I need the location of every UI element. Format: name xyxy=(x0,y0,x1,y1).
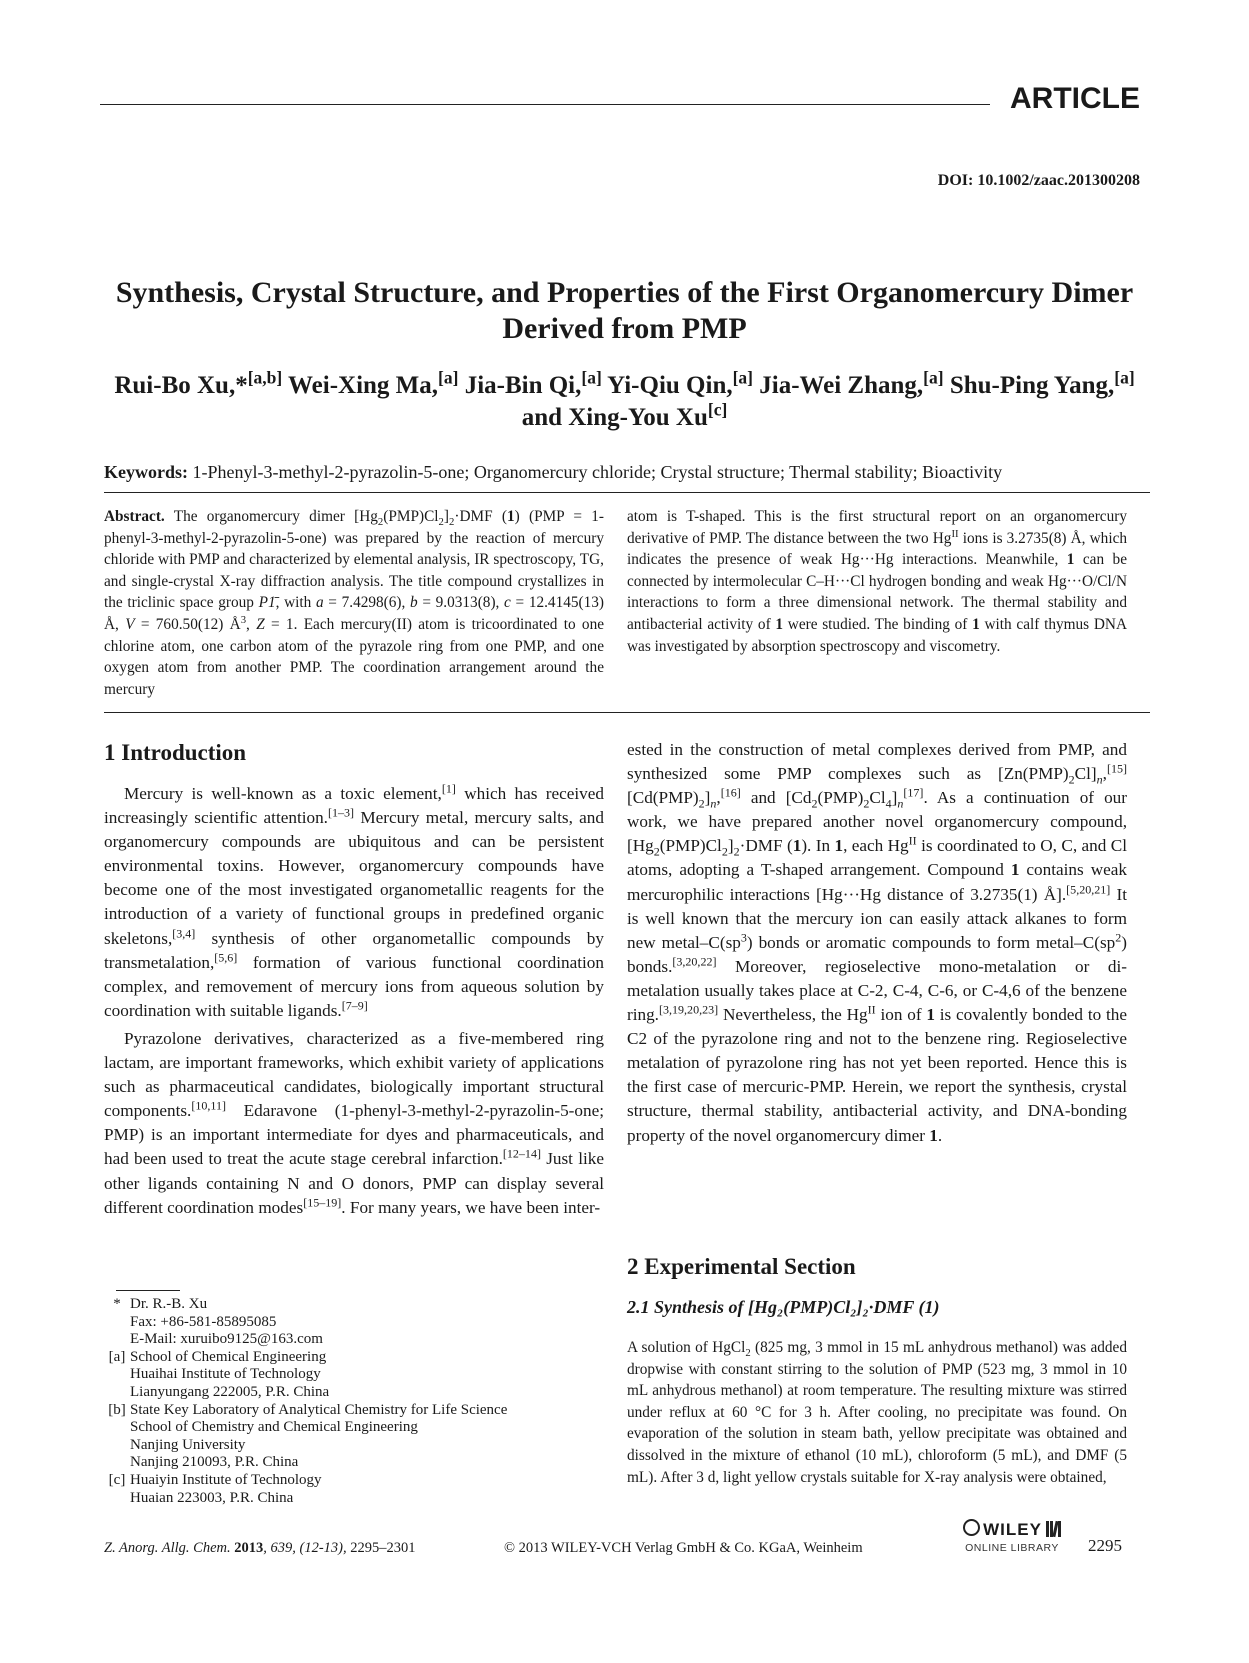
abstract-text: ) (PMP = 1-phenyl-3-methyl-2-pyrazolin-5-one) was prepared by the reaction of mercury chloride with PMP and characterized by elemental analysis, IR spectroscopy, TG, and single-crystal X-ray diffraction analysis. The title compound crystallizes in the triclinic space group xyxy=(104,508,604,612)
subscript: 4 xyxy=(885,796,892,811)
abstract-text: , xyxy=(246,615,257,633)
abstract-text: The organomercury dimer [Hg xyxy=(164,508,378,525)
citation-link[interactable]: [17] xyxy=(903,785,924,800)
text: ) bonds. xyxy=(627,932,1127,976)
compound-ref: 1 xyxy=(792,836,802,856)
text: (825 mg, 3 mmol in 15 mL anhydrous methanol) was added dropwise with constant stirring to the solution of PMP (523 mg, 3 mmol in 10 mL anhydrous methanol) at room temperature. The resulting mixture was stirred under reflux at 60 °C for 3 h. After cooling, no precipitate was found. On evaporation of the solution in steam bath, yellow precipitate was obtained and dissolved in the mixture of ethanol (10 mL), chloroform (5 mL), and DMF (5 mL). After 3 d, light yellow crystals suitable for X-ray analysis were obtained, xyxy=(627,1339,1127,1486)
keywords-rule xyxy=(104,492,1150,493)
text: , each Hg xyxy=(843,836,909,856)
abstract-text: atom is T-shaped. This is the first structural report on an organomercury derivative of PMP. The distance between the two Hg xyxy=(627,508,1127,547)
space-group: P1̄ xyxy=(258,594,276,612)
author: and Xing-You Xu xyxy=(521,404,708,431)
citation-link[interactable]: [3,4] xyxy=(172,925,196,940)
text: A solution of HgCl xyxy=(627,1339,746,1356)
subscript: 2 xyxy=(653,844,660,859)
footnote-mark: * xyxy=(113,1296,121,1312)
keywords-label: Keywords: xyxy=(104,462,188,482)
text: ) bonds or aromatic compounds to form metal–C(sp xyxy=(746,932,1116,952)
citation-link[interactable]: [12–14] xyxy=(502,1146,541,1161)
abstract-text: = 1. Each mercury(II) atom is tricoordinated to one chlorine atom, one carbon atom of the pyrazole ring from one PMP, and one oxygen atom from another PMP. The coordination arrangement around the mercury xyxy=(104,615,605,698)
footnote-line: Huaian 223003, P.R. China xyxy=(130,1489,294,1506)
abstract-text: = 7.4298(6), xyxy=(323,594,411,612)
subscript: 2 xyxy=(449,516,455,529)
text: Nevertheless, the Hg xyxy=(718,1005,868,1025)
wiley-seal-icon xyxy=(963,1519,980,1536)
affiliation-mark: [c] xyxy=(707,399,728,420)
citation-link[interactable]: [15] xyxy=(1106,761,1127,776)
abstract-text: = 9.0313(8), xyxy=(417,594,505,612)
footnote-line: Lianyungang 222005, P.R. China xyxy=(130,1383,330,1400)
subsection-heading-synthesis: 2.1 Synthesis of [Hg₂(PMP)Cl₂]₂·DMF (1) xyxy=(627,1297,940,1317)
footnote-item xyxy=(104,1402,624,1472)
affiliation-mark: [a] xyxy=(1114,367,1135,388)
citation-link[interactable]: [3,19,20,23] xyxy=(658,1002,719,1017)
subscript: n xyxy=(897,796,904,811)
footnote-line: Nanjing 210093, P.R. China xyxy=(130,1454,299,1471)
citation-link[interactable]: [3,20,22] xyxy=(672,954,717,969)
text: Cl xyxy=(869,788,886,808)
citation-link[interactable]: [15–19] xyxy=(303,1194,342,1209)
footnote-line: Huaiyin Institute of Technology xyxy=(130,1471,322,1488)
text: Moreover, regioselective mono-metalation or di-metalation usually takes place at C-2, C-4, C-6, or C-4,6 of the benzene ring. xyxy=(627,956,1127,1025)
text: ion of xyxy=(875,1005,927,1025)
footnote-item xyxy=(104,1296,624,1349)
text: Cl] xyxy=(1074,764,1097,784)
subscript: n xyxy=(1096,772,1103,787)
abstract-left xyxy=(104,506,604,700)
text: Edaravone (1-phenyl-3-methyl-2-pyrazolin-5-one; PMP) is an important intermediate for dyes and pharmaceuticals, and had been used to treat the acute stage cerebral infarction. xyxy=(104,1101,604,1169)
citation-link[interactable]: [1–3] xyxy=(327,805,355,820)
subscript: 2 xyxy=(811,796,818,811)
subscript: 2 xyxy=(377,516,384,529)
library-books-icon xyxy=(1046,1521,1061,1542)
text: [Cd(PMP) xyxy=(627,788,699,808)
superscript: 2 xyxy=(1115,930,1122,945)
journal-name: Z. Anorg. Allg. Chem. xyxy=(104,1540,231,1556)
cell-param: Z xyxy=(256,615,265,633)
text: Pyrazolone derivatives, characterized as a five-membered ring lactam, are important frameworks, which exhibit variety of applications such as pharmaceutical candidates, biologically important structural components. xyxy=(104,1028,604,1121)
footnote-rule xyxy=(116,1290,180,1291)
affiliation-mark: [a] xyxy=(923,367,944,388)
subscript: 2 xyxy=(1068,772,1075,787)
journal-year: 2013 xyxy=(230,1540,264,1556)
abstract-text: ·DMF ( xyxy=(454,508,507,525)
keywords xyxy=(104,460,1154,484)
journal-citation xyxy=(104,1540,416,1557)
author: Rui-Bo Xu,* xyxy=(114,372,248,399)
page-number: 2295 xyxy=(1088,1536,1122,1555)
superscript: 3 xyxy=(240,613,247,626)
citation-link[interactable]: [10,11] xyxy=(191,1098,226,1113)
journal-pages: 2295–2301 xyxy=(346,1540,416,1556)
text: ·DMF ( xyxy=(739,836,793,856)
compound-ref: 1 xyxy=(972,615,980,633)
text: . For many years, we have been inter- xyxy=(341,1197,601,1217)
compound-ref: 1 xyxy=(926,1005,935,1025)
email-link[interactable]: E-Mail: xuruibo9125@163.com xyxy=(130,1331,323,1348)
subscript: 2 xyxy=(698,796,705,811)
author: Jia-Bin Qi, xyxy=(458,372,582,399)
paragraph xyxy=(104,782,604,1023)
footnote-line: School of Chemical Engineering xyxy=(130,1348,327,1365)
abstract-text: = 760.50(12) Å xyxy=(134,615,241,633)
compound-ref: 1 xyxy=(1066,551,1075,569)
superscript: 3 xyxy=(740,930,747,945)
text: is covalently bonded to the C2 of the pyrazolone ring and not to the benzene ring. Regioselective metalation of pyrazolone ring has not yet been reported. Hence this is the first case of mercuric-PMP. Herein, we report the synthesis, crystal structure, thermal stability, antibacterial activity, and DNA-bonding property of the novel organomercury dimer xyxy=(627,1005,1128,1145)
section-heading-experimental: 2 Experimental Section xyxy=(627,1254,856,1279)
compound-ref: 1 xyxy=(775,615,784,633)
footnote-line: School of Chemistry and Chemical Engineering xyxy=(130,1419,418,1436)
footnote-mark: [b] xyxy=(108,1401,126,1418)
abstract-text: were studied. The binding of xyxy=(783,615,973,633)
text: Mercury metal, mercury salts, and organomercury compounds are ubiquitous and can be persistent environmental toxins. However, organomercury compounds have become one of the most investigated organometallic reagents for the introduction of a variety of functional groups in predefined organic skeletons, xyxy=(104,808,604,948)
subscript: 2 xyxy=(721,844,728,859)
text: (PMP) xyxy=(817,788,864,808)
paragraph xyxy=(104,1027,604,1220)
cell-param: b xyxy=(410,594,418,612)
text: formation of various functional coordination complex, and removement of mercury ions from aqueous solution by coordination with suitable ligands. xyxy=(104,952,604,1020)
author: Wei-Xing Ma, xyxy=(282,372,439,399)
footnotes xyxy=(104,1296,624,1507)
footnote-mark: [a] xyxy=(108,1348,126,1365)
author-list xyxy=(100,367,1149,434)
wiley-online-library-logo[interactable] xyxy=(957,1519,1067,1554)
cell-param: c xyxy=(504,594,511,612)
citation-link[interactable]: [5,20,21] xyxy=(1066,881,1111,896)
text: . xyxy=(937,1125,943,1145)
text: ested in the construction of metal complexes derived from PMP, and synthesized some PMP complexes such as [Zn(PMP) xyxy=(627,740,1127,784)
text: ] xyxy=(704,788,711,808)
affiliation-mark: [a] xyxy=(732,367,753,388)
copyright: © 2013 WILEY-VCH Verlag GmbH & Co. KGaA, Weinheim xyxy=(504,1540,863,1556)
footnote-line: State Key Laboratory of Analytical Chemistry for Life Science xyxy=(130,1401,508,1418)
footnote-mark: [c] xyxy=(108,1471,126,1488)
citation-link[interactable]: [7–9] xyxy=(341,998,368,1013)
text: contains weak mercurophilic interactions [Hg···Hg distance of 3.2735(1) Å]. xyxy=(627,860,1127,904)
keywords-text: 1-Phenyl-3-methyl-2-pyrazolin-5-one; Organomercury chloride; Crystal structure; Thermal stability; Bioactivity xyxy=(188,462,1003,482)
superscript: II xyxy=(867,1002,876,1017)
footnote-line: Dr. R.-B. Xu xyxy=(130,1296,208,1312)
abstract-text: , with xyxy=(275,594,316,612)
citation-link[interactable]: [16] xyxy=(720,785,741,800)
affiliation-mark: [a,b] xyxy=(247,367,283,388)
abstract-label: Abstract. xyxy=(104,508,165,525)
author: Yi-Qiu Qin, xyxy=(601,372,733,399)
compound-ref: 1 xyxy=(834,836,844,856)
subscript: 2 xyxy=(745,1347,751,1360)
text: (PMP)Cl xyxy=(659,836,722,856)
footnote-line: Huaihai Institute of Technology xyxy=(130,1366,321,1383)
compound-ref: 1 xyxy=(506,508,515,525)
intro-column-right xyxy=(627,738,1127,1148)
text: Mercury is well-known as a toxic element, xyxy=(124,784,442,803)
experimental-text xyxy=(627,1337,1127,1488)
footnote-item xyxy=(104,1472,624,1507)
text: . As a continuation of our work, we have prepared another novel organomercury compound, [Hg xyxy=(627,788,1127,856)
abstract-rule xyxy=(104,712,1150,713)
text: ] xyxy=(891,788,898,808)
text: which has received increasingly scientific attention. xyxy=(104,784,604,828)
cell-param: V xyxy=(125,615,135,633)
online-library-text: ONLINE LIBRARY xyxy=(965,1542,1059,1554)
header-rule xyxy=(100,104,990,105)
abstract-text: can be connected by intermolecular C–H···Cl hydrogen bonding and weak Hg···O/Cl/N interactions to form a three dimensional network. The thermal stability and antibacterial activity of xyxy=(627,551,1127,633)
affiliation-mark: [a] xyxy=(438,367,459,388)
text: ). In xyxy=(801,836,835,856)
paragraph xyxy=(627,738,1127,1148)
footnote-line: Fax: +86-581-85895085 xyxy=(130,1313,277,1330)
affiliation-mark: [a] xyxy=(581,367,602,388)
text: Just like other ligands containing N and O donors, PMP can display several different coordination modes xyxy=(104,1149,604,1217)
compound-ref: 1 xyxy=(929,1125,938,1145)
text: , xyxy=(1102,764,1107,784)
subscript: 2 xyxy=(863,796,870,811)
footnote-line: Nanjing University xyxy=(130,1436,246,1453)
text: synthesis of other organometallic compounds by transmetalation, xyxy=(104,928,604,972)
superscript: II xyxy=(908,833,917,848)
subscript: 2 xyxy=(733,844,740,859)
intro-column-left xyxy=(104,782,604,1220)
citation-link[interactable]: [1] xyxy=(441,781,456,796)
abstract-text: ions is 3.2735(8) Å, which indicates the presence of weak Hg···Hg interactions. Meanwhile, xyxy=(627,529,1128,569)
text: ] xyxy=(727,836,734,856)
subscript: n xyxy=(710,796,717,811)
paper-title: Synthesis, Crystal Structure, and Properties of the First Organomercury Dimer Derived from PMP xyxy=(115,276,1134,345)
abstract-text: ] xyxy=(443,508,449,525)
abstract-text: with calf thymus DNA was investigated by absorption spectroscopy and viscometry. xyxy=(627,615,1127,655)
subscript: 2 xyxy=(438,516,444,529)
doi-link[interactable]: DOI: 10.1002/zaac.201300208 xyxy=(937,172,1140,189)
author: Jia-Wei Zhang, xyxy=(753,372,924,399)
text: It is well known that the mercury ion can easily attack alkanes to form new metal–C(sp xyxy=(627,884,1127,952)
compound-ref: 1 xyxy=(1010,860,1020,880)
footnote-item xyxy=(104,1349,624,1402)
article-label: ARTICLE xyxy=(1010,82,1140,115)
wiley-wordmark xyxy=(957,1519,1067,1542)
cell-param: a xyxy=(315,594,324,612)
abstract-right xyxy=(627,506,1127,657)
author: Shu-Ping Yang, xyxy=(943,372,1115,399)
abstract-text: (PMP)Cl xyxy=(383,508,439,525)
superscript: II xyxy=(951,527,959,540)
wiley-text: WILEY xyxy=(983,1520,1042,1539)
text: and [Cd xyxy=(740,788,812,808)
text: is coordinated to O, C, and Cl atoms, adopting a T-shaped arrangement. Compound xyxy=(627,836,1127,880)
citation-link[interactable]: [5,6] xyxy=(214,949,238,964)
journal-volume: , 639, (12-13), xyxy=(263,1540,347,1556)
text: , xyxy=(716,788,721,808)
abstract-text: = 12.4145(13) Å, xyxy=(104,594,605,633)
section-heading-introduction: 1 Introduction xyxy=(104,740,247,765)
